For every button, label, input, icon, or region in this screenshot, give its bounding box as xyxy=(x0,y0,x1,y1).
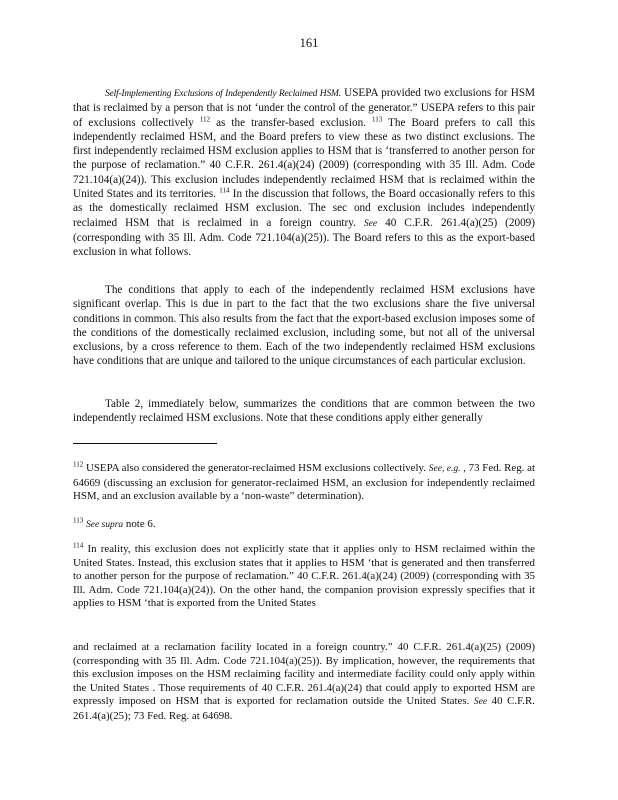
footnote-114-continued: and reclaimed at a reclamation facility located in a foreign country.” 40 C.F.R. 261.4(a)(25) (2009) (corresponding with 35 Ill. Adm. Code 721.104(a)(25)). By implication, however, the requirements that this exclusion imposes on the HSM reclaiming facility and intermediate facility could only apply within the United States . Those requirements of 40 C.F.R. 261.4(a)(24) that could apply to exported HSM are expressly imposed on HSM that is exported for reclamation outside the United States. See 40 C.F.R. 261.4(a)(25); 73 Fed. Reg. at 64698. xyxy=(73,641,535,722)
paragraph-conditions-overlap: The conditions that apply to each of the independently reclaimed HSM exclusions have significant overlap. This is due in part to the fact that the two exclusions share the five universal conditions in common. This also results from the fact that the export-based exclusion imposes some of the conditions of the domestically reclaimed exclusion, including some, but not all of the universal exclusions, by a cross reference to them. Each of the two independently reclaimed HSM exclusions have conditions that are unique and tailored to the unique circumstances of each particular exclusion. xyxy=(73,284,535,368)
footnote-113: $^{113}$ See supra note 6. xyxy=(73,516,156,530)
footnote-ref-113[interactable]: 113 xyxy=(371,114,383,123)
footnote-divider xyxy=(73,443,217,444)
page-number: 161 xyxy=(299,36,319,50)
footnote-112: $^{112}$ USEPA also considered the generator-reclaimed HSM exclusions collectively. See, e.g. , 73 Fed. Reg. at 64669 (discussing an exclusion for generator-reclaimed HSM, an exclusion for independently reclaimed HSM, and an exclusion available by a ‘non-waste” determination). xyxy=(73,460,535,503)
footnote-ref-112[interactable]: 112 xyxy=(199,114,211,123)
footnote-114: $^{114}$ In reality, this exclusion does not explicitly state that it applies only to HSM reclaimed within the United States. Instead, this exclusion states that it applies to HSM ‘that is generated and then transferred to another person for the purpose of reclamation.” 40 C.F.R. 261.4(a)(24) (2009) (corresponding with 35 Ill. Adm. Code 721.104(a)(24)). On the other hand, the companion provision expressly specifies that it applies to HSM ‘that is exported from the United States xyxy=(73,541,535,610)
paragraph-exclusions-intro: Self-Implementing Exclusions of Independently Reclaimed HSM. USEPA provided two exclusions for HSM that is reclaimed by a person that is not ‘under the control of the generator.” USEPA refers to this pair of exclusions collectively $^{112}$ as the transfer-based exclusion. $^{113}$ The Board prefers to call this independently reclaimed HSM, and the Board prefers to view these as two distinct exclusions. The first independently reclaimed HSM exclusion applies to HSM that is ‘transferred to another person for the purpose of reclamation.” 40 C.F.R. 261.4(a)(24) (2009) (corresponding with 35 Ill. Adm. Code 721.104(a)(24)). This exclusion includes independently reclaimed HSM that is reclaimed within the United States and its territories. $^{114}$ In the discussion that follows, the Board occasionally refers to this as the domestically reclaimed HSM exclusion. The sec ond exclusion includes independently reclaimed HSM that is reclaimed in a foreign country. See 40 C.F.R. 261.4(a)(25) (2009) (corresponding with 35 Ill. Adm. Code 721.104(a)(25)). The Board refers to this as the export-based exclusion in what follows. xyxy=(73,87,535,259)
footnote-ref-114[interactable]: 114 xyxy=(219,186,230,195)
paragraph-table-2-intro: Table 2, immediately below, summarizes the conditions that are common between the two independently reclaimed HSM exclusions. Note that these conditions apply either generally xyxy=(73,398,535,425)
section-heading: Self-Implementing Exclusions of Independently Reclaimed HSM. xyxy=(105,89,341,99)
